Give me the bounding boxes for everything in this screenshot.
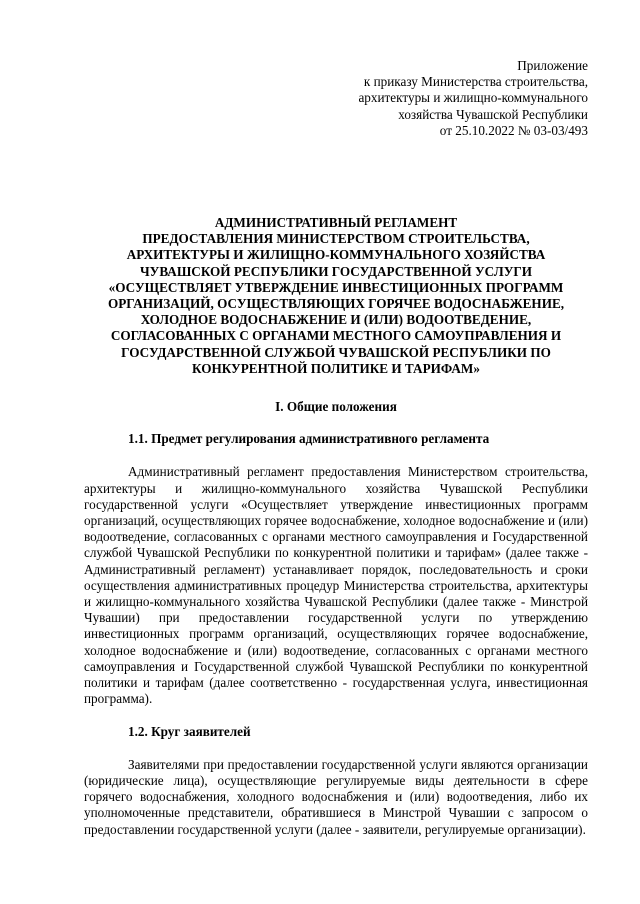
document-title <box>84 215 588 377</box>
subsection-heading-applicants: 1.2. Круг заявителей <box>128 723 251 739</box>
title-line: ЧУВАШСКОЙ РЕСПУБЛИКИ ГОСУДАРСТВЕННОЙ УСЛУГИ <box>139 263 533 279</box>
title-line: ХОЛОДНОЕ ВОДОСНАБЖЕНИЕ И (ИЛИ) ВОДООТВЕДЕНИЕ, <box>140 312 532 328</box>
paragraph-subject: Административный регламент предоставления Министерством строительства, архитектуры и жилищно-коммунального хозяйства Чувашской Республики государственной услуги «Осуществляет утверждение инвестиционных программ организаций, осуществляющих горячее водоснабжение, холодное водоснабжение и (или) водоотведение, согласованных с органами местного самоуправления и Государственной службой Чувашской Республики по конкурентной политики и тарифам» (далее также - Административный регламент) устанавливает порядок, последовательность и сроки осуществления административных процедур Министерства строительства, архитектуры и жилищно-коммунального хозяйства Чувашской Республики (далее также - Минстрой Чувашии) при предоставлении государственной услуги по утверждению инвестиционных программ организаций, осуществляющих горячее водоснабжение, холодное водоснабжение и (или) водоотведение, согласованных с органами местного самоуправления и Государственной службой Чувашской Республики по конкурентной политики и тарифам (далее соответственно - государственная услуга, инвестиционная программа). <box>84 464 588 707</box>
approval-line: архитектуры и жилищно-коммунального <box>358 90 588 106</box>
title-line: ОРГАНИЗАЦИЙ, ОСУЩЕСТВЛЯЮЩИХ ГОРЯЧЕЕ ВОДОСНАБЖЕНИЕ, <box>107 296 565 312</box>
title-line: КОНКУРЕНТНОЙ ПОЛИТИКЕ И ТАРИФАМ» <box>192 360 480 376</box>
subsection-heading-subject: 1.1. Предмет регулирования административного регламента <box>128 431 490 447</box>
title-line: СОГЛАСОВАННЫХ С ОРГАНАМИ МЕСТНОГО САМОУПРАВЛЕНИЯ И <box>110 328 562 344</box>
approval-line: Приложение <box>517 58 588 73</box>
title-line: ГОСУДАРСТВЕННОЙ СЛУЖБОЙ ЧУВАШСКОЙ РЕСПУБЛИКИ ПО <box>121 344 551 360</box>
section-heading-general: I. Общие положения <box>275 399 397 415</box>
title-line: АРХИТЕКТУРЫ И ЖИЛИЩНО-КОММУНАЛЬНОГО ХОЗЯЙСТВА <box>126 247 546 263</box>
title-line: «ОСУЩЕСТВЛЯЕТ УТВЕРЖДЕНИЕ ИНВЕСТИЦИОННЫХ ПРОГРАММ <box>108 279 564 295</box>
approval-block <box>84 58 588 139</box>
approval-line: к приказу Министерства строительства, <box>363 74 588 90</box>
approval-line: от 25.10.2022 № 03-03/493 <box>439 122 588 138</box>
title-line: ПРЕДОСТАВЛЕНИЯ МИНИСТЕРСТВОМ СТРОИТЕЛЬСТВА, <box>142 231 530 247</box>
approval-line: хозяйства Чувашской Республики <box>398 106 588 122</box>
title-line: АДМИНИСТРАТИВНЫЙ РЕГЛАМЕНТ <box>214 215 458 231</box>
paragraph-applicants: Заявителями при предоставлении государственной услуги являются организации (юридические лица), осуществляющие регулируемые виды деятельности в сфере горячего водоснабжения, холодного водоснабжения и (или) водоотведения, либо их уполномоченные представители, обратившиеся в Минстрой Чувашии с запросом о предоставлении государственной услуги (далее - заявители, регулируемые организации). <box>84 756 588 837</box>
